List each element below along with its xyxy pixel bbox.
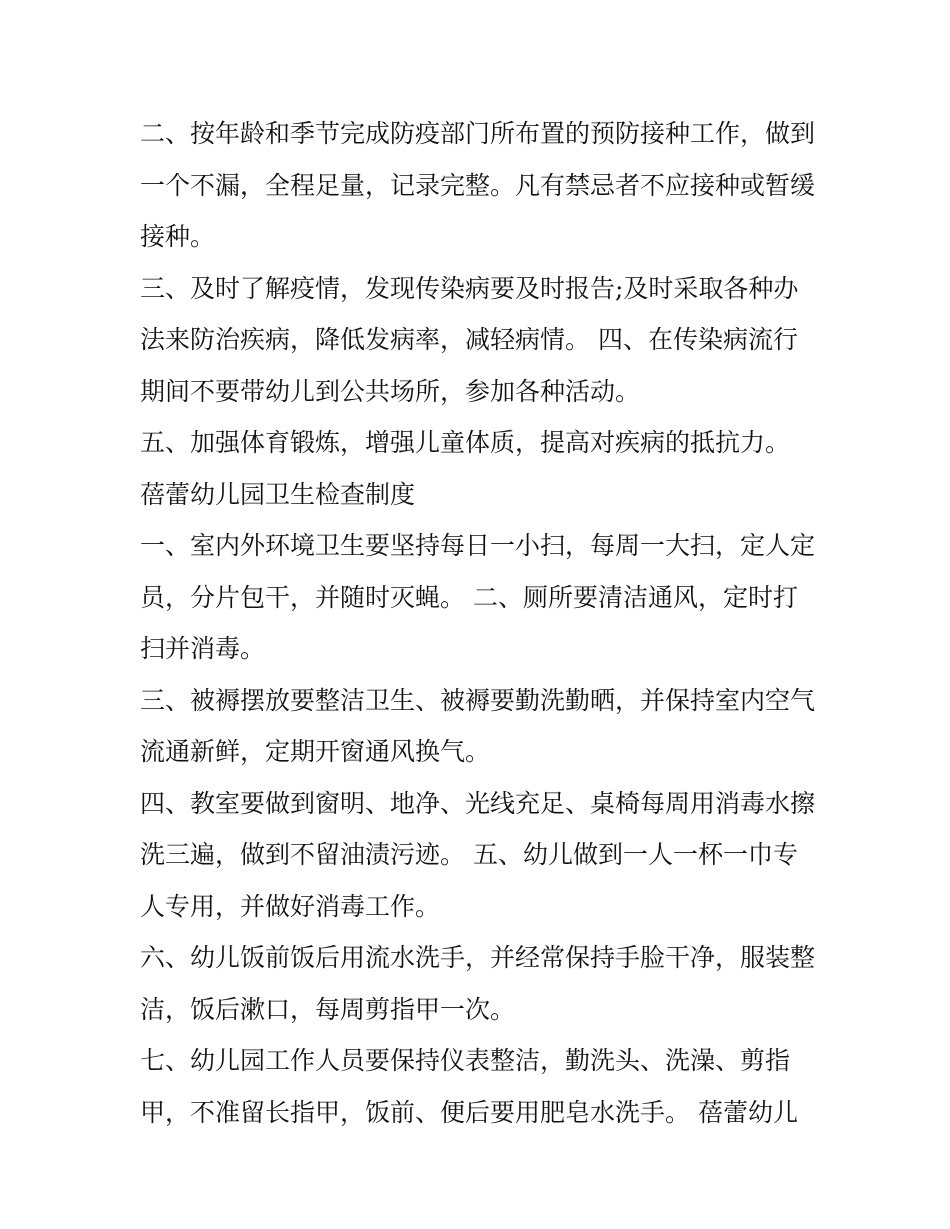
paragraph-epidemic-report xyxy=(140,263,820,418)
text-line: 六、幼儿饭前饭后用流水洗手，并经常保持手脸干净，服装整 xyxy=(140,943,816,972)
paragraph-staff-hygiene xyxy=(140,1035,820,1138)
text-line: 三、被褥摆放要整洁卫生、被褥要勤洗勤晒，并保持室内空气 xyxy=(140,685,816,715)
text-line: 一个不漏，全程足量，记录完整。凡有禁忌者不应接种或暂缓 xyxy=(140,170,816,200)
text-line: 一、室内外环境卫生要坚持每日一小扫，每周一大扫，定人定 xyxy=(140,531,816,560)
text-line: 法来防治疾病，降低发病率，减轻病情。 四、在传染病流行 xyxy=(140,325,798,354)
text-line: 人专用，并做好消毒工作。 xyxy=(140,891,441,921)
paragraph-classroom xyxy=(140,778,820,933)
text-line: 二、按年龄和季节完成防疫部门所布置的预防接种工作，做到 xyxy=(140,119,816,148)
text-line: 员，分片包干，并随时灭蝇。 二、厕所要清洁通风，定时打 xyxy=(140,582,798,612)
text-line: 期间不要带幼儿到公共场所，参加各种活动。 xyxy=(140,376,641,406)
text-line: 甲，不准留长指甲，饭前、便后要用肥皂水洗手。 蓓蕾幼儿 xyxy=(140,1097,798,1127)
text-line: 三、及时了解疫情，发现传染病要及时报告;及时采取各种办 xyxy=(140,273,799,303)
paragraph-bedding xyxy=(140,675,820,778)
text-line: 扫并消毒。 xyxy=(140,634,266,663)
text-line: 洁，饭后漱口，每周剪指甲一次。 xyxy=(140,994,516,1024)
text-line: 流通新鲜，定期开窗通风换气。 xyxy=(140,737,491,766)
paragraph-vaccination xyxy=(140,108,820,263)
section-heading xyxy=(140,469,820,521)
paragraph-environment-hygiene xyxy=(140,520,820,675)
text-line: 洗三遍，做到不留油渍污迹。 五、幼儿做到一人一杯一巾专 xyxy=(140,840,798,869)
paragraph-physical-exercise xyxy=(140,417,820,469)
paragraph-handwashing xyxy=(140,932,820,1035)
text-line: 接种。 xyxy=(140,222,216,251)
text-line: 七、幼儿园工作人员要保持仪表整洁，勤洗头、洗澡、剪指 xyxy=(140,1046,791,1075)
document-body xyxy=(140,108,820,1138)
text-line: 四、教室要做到窗明、地净、光线充足、桌椅每周用消毒水擦 xyxy=(140,788,816,818)
heading-text: 蓓蕾幼儿园卫生检查制度 xyxy=(140,479,416,509)
text-line: 五、加强体育锻炼，增强儿童体质，提高对疾病的抵抗力。 xyxy=(140,428,791,457)
